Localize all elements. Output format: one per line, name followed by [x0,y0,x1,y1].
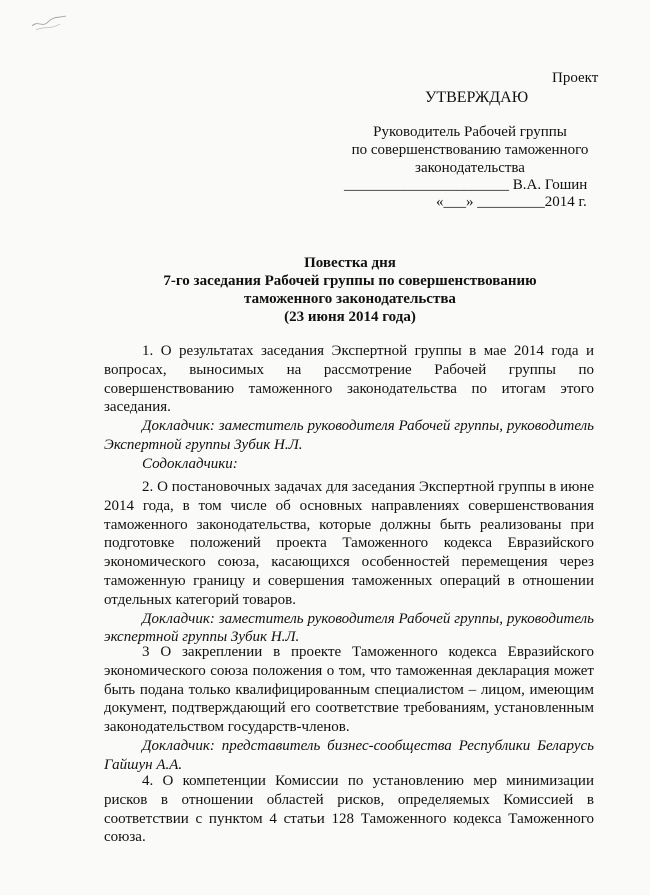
agenda-item-2 [104,478,594,647]
handwritten-mark [30,8,70,38]
meeting-title-line-2: таможенного законодательства [244,291,456,307]
meeting-date: (23 июня 2014 года) [284,309,416,325]
meeting-title-line-1: 7-го заседания Рабочей группы по совершенствованию [163,273,537,289]
agenda-item-3 [104,643,594,775]
approver-position-line-3: законодательства [415,160,525,176]
agenda-item-4 [104,772,594,847]
approver-position-line-1: Руководитель Рабочей группы [373,124,567,140]
date-line: «___» _________2014 г. [436,194,587,210]
agenda-item-1-text: 1. О результатах заседания Экспертной группы в мае 2014 года и вопросах, выносимых на рассмотрение Рабочей группы по совершенствованию таможенного законодательства по итогам этого заседания. [104,343,594,416]
approve-label: УТВЕРЖДАЮ [425,89,529,106]
agenda-item-2-speaker: Докладчик: заместитель руководителя Рабочей группы, руководитель экспертной группы Зубик Н.Л. [104,610,594,646]
signature-line: ______________________ В.А. Гошин [344,177,588,193]
project-label: Проект [552,70,599,86]
agenda-item-1-cospeakers: Содокладчики: [142,455,238,472]
agenda-item-4-text: 4. О компетенции Комиссии по установлению мер минимизации рисков в отношении областей рисков, определяемых Комиссией в соответствии с пунктом 4 статьи 128 Таможенного кодекса Таможенного союза. [104,773,594,846]
agenda-item-1-speaker: Докладчик: заместитель руководителя Рабочей группы, руководитель Экспертной группы Зубик Н.Л. [104,418,594,453]
agenda-item-1 [104,342,594,474]
agenda-item-3-text: 3 О закреплении в проекте Таможенного кодекса Евразийского экономического союза положения о том, что таможенная декларация может быть подана только квалифицированным специалистом – лицом, имеющим документ, подтверждающий его соответствие требованиям, установленным законодательством государств-членов. [104,644,594,736]
agenda-item-3-speaker: Докладчик: представитель бизнес-сообщества Республики Беларусь Гайшун А.А. [104,737,594,773]
agenda-item-2-text: 2. О постановочных задачах для заседания Экспертной группы в июне 2014 года, в том числе об основных направлениях совершенствования таможенного законодательства, которые должны быть реализованы при подготовке положений проекта Таможенного кодекса Евразийского экономического союза, касающихся особенностей перемещения через таможенную границу и совершения таможенных операций в отношении отдельных категорий товаров. [104,479,594,608]
agenda-title: Повестка дня [304,255,396,271]
approver-position-line-2: по совершенствованию таможенного [351,142,589,158]
